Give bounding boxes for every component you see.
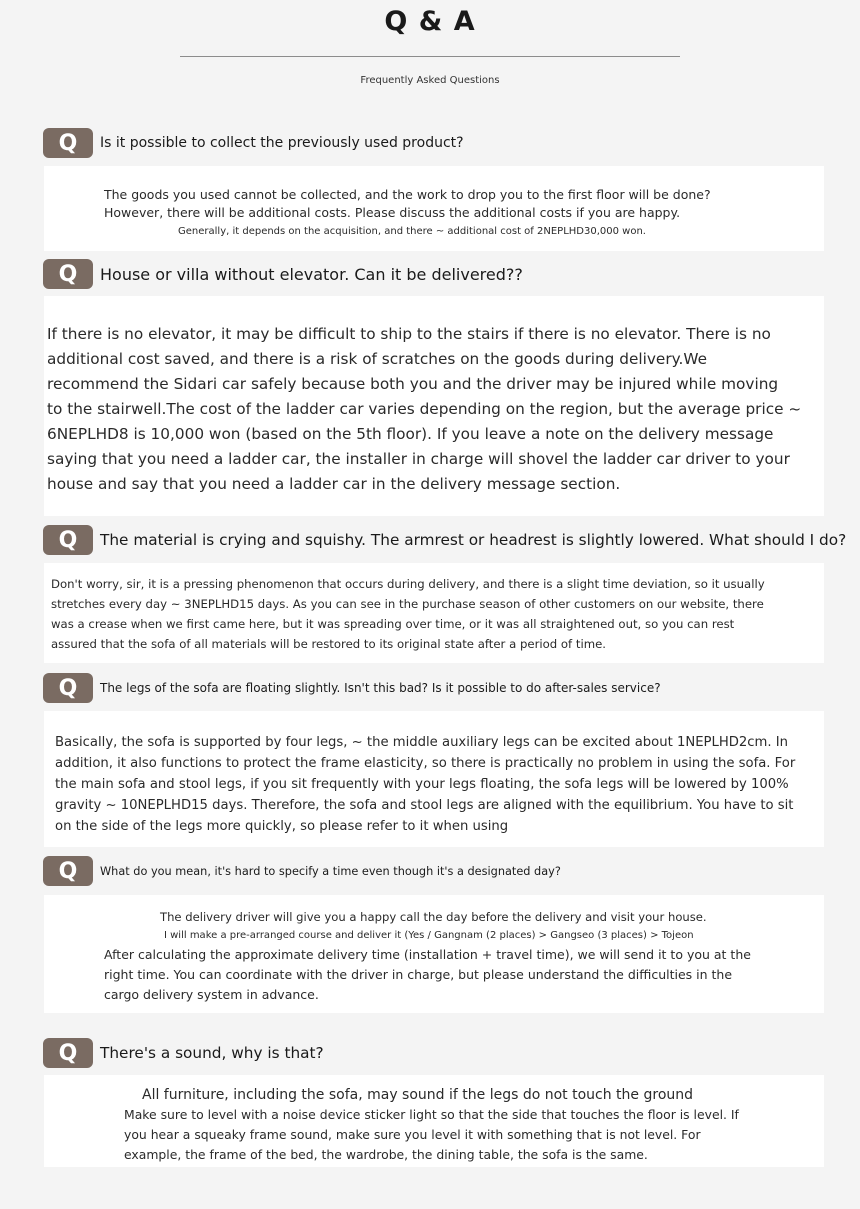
answer-line: house and say that you need a ladder car in the delivery message section.: [47, 475, 621, 493]
faq-answer-2: [44, 296, 824, 516]
answer-line: you hear a squeaky frame sound, make sure you level it with something that is not level. For: [124, 1127, 701, 1142]
question-text: The legs of the sofa are floating slightly. Isn't this bad? Is it possible to do after-sales service?: [100, 681, 661, 695]
answer-line: right time. You can coordinate with the driver in charge, but please understand the difficulties in the: [104, 967, 733, 982]
faq-question-1: [43, 128, 464, 158]
faq-answer-1: [44, 166, 824, 251]
faq-answer-6: [44, 1075, 824, 1167]
faq-question-3: [43, 525, 846, 555]
q-badge-icon: Q: [43, 128, 93, 158]
answer-line: addition, it also functions to protect the frame elasticity, so there is practically no problem in using the sofa. For: [55, 756, 796, 771]
question-text: The material is crying and squishy. The armrest or headrest is slightly lowered. What should I do?: [100, 531, 847, 549]
q-badge-icon: Q: [43, 1038, 93, 1068]
page-title: Q & A: [384, 6, 476, 37]
answer-line: The goods you used cannot be collected, and the work to drop you to the first floor will be done?: [104, 187, 711, 202]
question-text: What do you mean, it's hard to specify a time even though it's a designated day?: [100, 864, 561, 878]
faq-question-4: [43, 673, 661, 703]
answer-line: recommend the Sidari car safely because both you and the driver may be injured while moving: [47, 375, 779, 393]
answer-line: the main sofa and stool legs, if you sit frequently with your legs floating, the sofa legs will be lowered by 100%: [55, 777, 789, 792]
question-text: There's a sound, why is that?: [100, 1044, 324, 1062]
q-badge-icon: Q: [43, 856, 93, 886]
answer-note: I will make a pre-arranged course and deliver it (Yes / Gangnam (2 places) > Gangseo (3 places) > Tojeon: [164, 930, 694, 941]
answer-line: example, the frame of the bed, the wardrobe, the dining table, the sofa is the same.: [124, 1147, 648, 1162]
answer-line: stretches every day ~ 3NEPLHD15 days. As you can see in the purchase season of other customers on our website, there: [51, 597, 764, 611]
faq-answer-5: [44, 895, 824, 1013]
q-badge-icon: Q: [43, 673, 93, 703]
answer-line: After calculating the approximate delivery time (installation + travel time), we will send it to you at the: [104, 947, 751, 962]
answer-line: All furniture, including the sofa, may sound if the legs do not touch the ground: [142, 1087, 694, 1103]
page-subtitle: Frequently Asked Questions: [360, 75, 500, 86]
answer-line: Basically, the sofa is supported by four legs, ~ the middle auxiliary legs can be excited about 1NEPLHD2cm. In: [55, 735, 789, 750]
answer-line: to the stairwell.The cost of the ladder car varies depending on the region, but the average price ~: [47, 400, 802, 418]
faq-answer-3: [44, 563, 824, 663]
answer-line: on the side of the legs more quickly, so please refer to it when using: [55, 819, 509, 834]
answer-line: However, there will be additional costs. Please discuss the additional costs if you are happy.: [104, 205, 681, 220]
answer-line: assured that the sofa of all materials will be restored to its original state after a period of time.: [51, 637, 607, 651]
answer-line: was a crease when we first came here, but it was spreading over time, or it was all straightened out, so you can rest: [51, 617, 735, 631]
question-text: Is it possible to collect the previously used product?: [100, 135, 464, 151]
answer-line: Don't worry, sir, it is a pressing phenomenon that occurs during delivery, and there is a slight time deviation, so it usually: [51, 577, 765, 591]
answer-line: Make sure to level with a noise device sticker light so that the side that touches the floor is level. If: [124, 1107, 739, 1122]
answer-line: If there is no elevator, it may be difficult to ship to the stairs if there is no elevator. There is no: [47, 325, 771, 343]
faq-question-2: [43, 259, 523, 289]
answer-note: Generally, it depends on the acquisition, and there ~ additional cost of 2NEPLHD30,000 won.: [178, 226, 646, 237]
q-badge-icon: Q: [43, 259, 93, 289]
question-text: House or villa without elevator. Can it be delivered??: [100, 264, 523, 284]
faq-question-6: [43, 1038, 324, 1068]
faq-question-5: [43, 856, 561, 886]
title-divider: [180, 56, 680, 57]
q-badge-icon: Q: [43, 525, 93, 555]
faq-answer-4: [44, 711, 824, 847]
answer-line: gravity ~ 10NEPLHD15 days. Therefore, the sofa and stool legs are aligned with the equilibrium. You have to sit: [55, 798, 794, 813]
answer-line: additional cost saved, and there is a risk of scratches on the goods during delivery.We: [47, 350, 707, 368]
answer-line: saying that you need a ladder car, the installer in charge will shovel the ladder car driver to your: [47, 450, 790, 468]
answer-line: cargo delivery system in advance.: [104, 987, 319, 1002]
answer-line: The delivery driver will give you a happy call the day before the delivery and visit your house.: [160, 910, 707, 924]
answer-line: 6NEPLHD8 is 10,000 won (based on the 5th floor). If you leave a note on the delivery message: [47, 425, 774, 443]
